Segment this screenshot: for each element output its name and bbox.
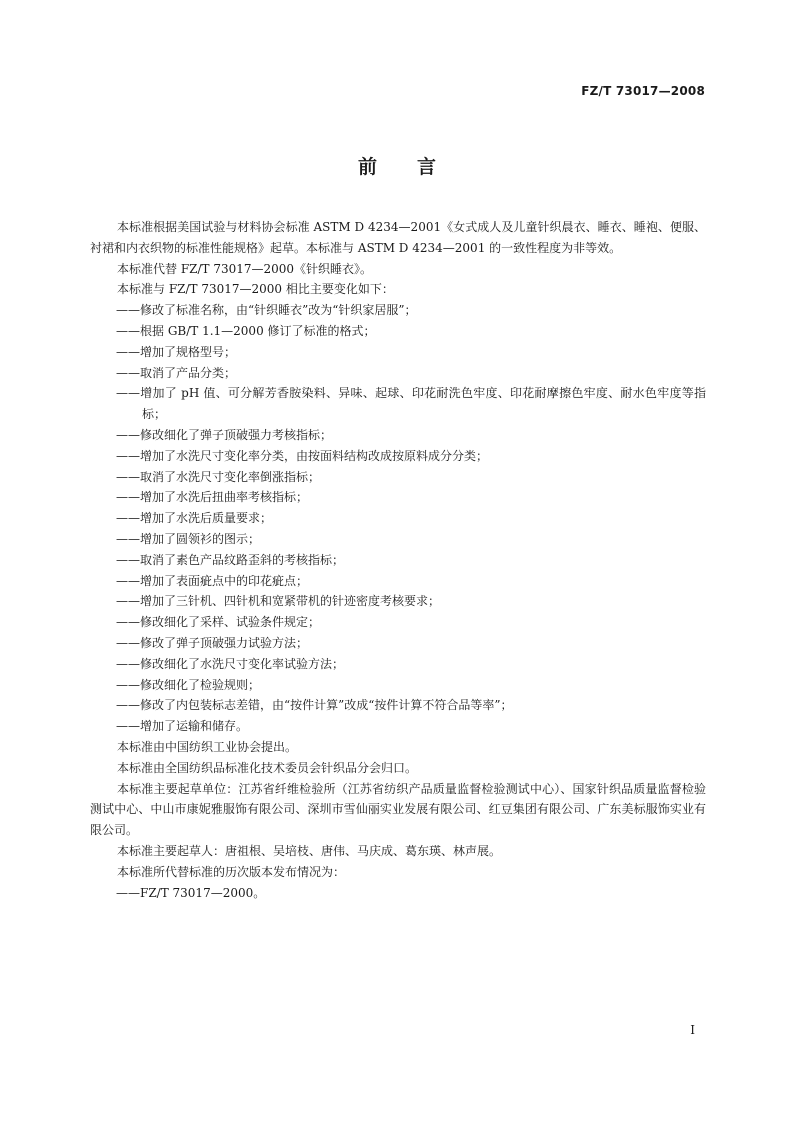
- change-item: ——增加了三针机、四针机和宽紧带机的针迹密度考核要求；: [116, 594, 441, 609]
- change-item: ——修改了内包装标志差错，由“按件计算”改成“按件计算不符合品等率”；: [116, 698, 513, 713]
- change-item: ——增加了表面疵点中的印花疵点；: [116, 573, 309, 588]
- change-item: ——增加了运输和储存。: [116, 719, 249, 734]
- change-item: ——增加了水洗后扭曲率考核指标；: [116, 490, 309, 505]
- page-number: I: [690, 1023, 695, 1037]
- intro-paragraph: 本标准代替 FZ/T 73017—2000《针织睡衣》。: [117, 261, 373, 276]
- change-item: ——修改细化了弹子顶破强力考核指标；: [116, 427, 333, 442]
- change-item: ——增加了水洗尺寸变化率分类，由按面料结构改成按原料成分分类；: [116, 448, 489, 463]
- page-title: 前言: [357, 156, 476, 178]
- change-item: ——修改了标准名称，由“针织睡衣”改为“针织家居服”；: [116, 303, 417, 318]
- closing-paragraph: 本标准由中国纺织工业协会提出。: [117, 739, 298, 754]
- change-item: ——修改了弹子顶破强力试验方法；: [116, 635, 309, 650]
- closing-paragraph: 本标准所代替标准的历次版本发布情况为：: [117, 864, 346, 879]
- change-item: ——增加了规格型号；: [116, 344, 237, 359]
- change-item: ——增加了圆领衫的图示；: [116, 531, 261, 546]
- change-item: ——取消了产品分类；: [116, 365, 237, 380]
- history-item: ——FZ/T 73017—2000。: [116, 885, 266, 900]
- change-item: ——取消了水洗尺寸变化率倒涨指标；: [116, 469, 321, 484]
- intro-paragraph: 本标准与 FZ/T 73017—2000 相比主要变化如下：: [117, 282, 394, 297]
- change-item: ——取消了素色产品纹路歪斜的考核指标；: [116, 552, 345, 567]
- closing-paragraph: 本标准主要起草人：唐祖根、吴培枝、唐伟、马庆成、葛东瑛、林声展。: [117, 843, 502, 858]
- standard-code: FZ/T 73017—2008: [581, 84, 705, 98]
- change-item: ——修改细化了采样、试验条件规定；: [116, 615, 321, 630]
- closing-paragraph: 本标准由全国纺织品标准化技术委员会针织品分会归口。: [117, 760, 418, 775]
- change-item: ——修改细化了检验规则；: [116, 677, 261, 692]
- intro-paragraph: 本标准根据美国试验与材料协会标准 ASTM D 4234—2001《女式成人及儿童针织晨衣、睡衣、睡袍、便服、衬裙和内衣织物的标准性能规格》起草。本标准与 ASTM D 4234—2001 的一致性程度为非等效。: [90, 220, 706, 255]
- closing-paragraph: 本标准主要起草单位：江苏省纤维检验所（江苏省纺织产品质量监督检验测试中心）、国家针织品质量监督检验测试中心、中山市康妮雅服饰有限公司、深圳市雪仙丽实业发展有限公司、红豆集团有限公司、广东美标服饰实业有限公司。: [90, 781, 706, 838]
- change-item: ——增加了 pH 值、可分解芳香胺染料、异味、起球、印花耐洗色牢度、印花耐摩擦色牢度、耐水色牢度等指标；: [116, 386, 706, 422]
- change-item: ——根据 GB/T 1.1—2000 修订了标准的格式；: [116, 323, 376, 338]
- document-body: [90, 217, 706, 903]
- change-item: ——修改细化了水洗尺寸变化率试验方法；: [116, 656, 345, 671]
- change-item: ——增加了水洗后质量要求；: [116, 511, 273, 526]
